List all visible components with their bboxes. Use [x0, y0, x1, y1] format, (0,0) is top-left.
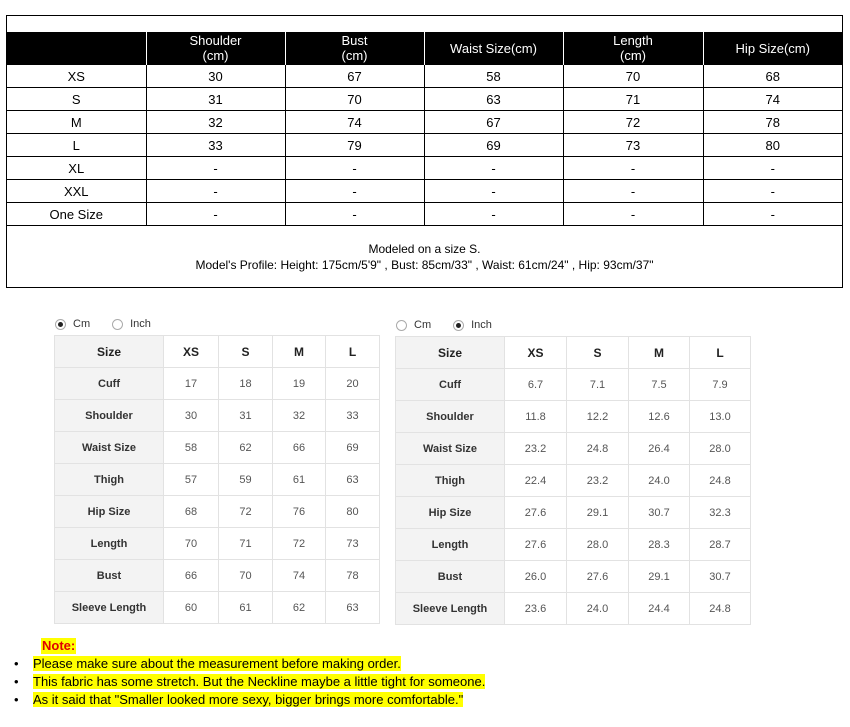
table-row — [396, 369, 751, 401]
table-cell: 28.3 — [629, 529, 690, 561]
list-item — [14, 673, 485, 691]
table-row — [7, 180, 842, 203]
table-cell: L — [326, 336, 380, 368]
model-profile-note — [7, 241, 842, 273]
table-cell: 32.3 — [690, 497, 751, 529]
table-cell: 29.1 — [567, 497, 629, 529]
measure-label-cell: Shoulder — [396, 401, 505, 433]
table-cell: 67 — [285, 65, 424, 88]
table-cell: 72 — [219, 496, 273, 528]
table-cell: 72 — [273, 528, 326, 560]
table-cell: 6.7 — [505, 369, 567, 401]
radio-cm[interactable] — [396, 319, 431, 331]
radio-cm[interactable] — [55, 318, 90, 330]
table-cell: 26.0 — [505, 561, 567, 593]
size-grid-cm — [54, 335, 380, 624]
table-cell: 24.0 — [567, 593, 629, 625]
table-cell: 70 — [285, 88, 424, 111]
table-cell: 28.7 — [690, 529, 751, 561]
table-cell: - — [285, 157, 424, 180]
table-cell: 20 — [326, 368, 380, 400]
table-cell: - — [563, 180, 703, 203]
table-cell: 23.6 — [505, 593, 567, 625]
table-cell: 24.8 — [690, 465, 751, 497]
header-cell-bust: Bust (cm) — [285, 32, 424, 65]
table-row — [55, 464, 380, 496]
radio-selected-icon[interactable] — [453, 320, 464, 331]
radio-unselected-icon[interactable] — [112, 319, 123, 330]
table-cell: - — [424, 180, 563, 203]
table-cell: 66 — [273, 432, 326, 464]
table-cell: 33 — [146, 134, 285, 157]
table-cell: 63 — [326, 592, 380, 624]
table-row — [55, 432, 380, 464]
table-cell: - — [285, 203, 424, 226]
table-cell: XS — [164, 336, 219, 368]
table-row — [396, 561, 751, 593]
radio-cm-label: Cm — [73, 318, 91, 330]
table-cell: 23.2 — [567, 465, 629, 497]
table-cell: 73 — [326, 528, 380, 560]
measure-label-cell: Cuff — [55, 368, 164, 400]
table-row — [396, 593, 751, 625]
table-cell: 27.6 — [505, 497, 567, 529]
table-cell: 70 — [164, 528, 219, 560]
radio-inch-label: Inch — [130, 318, 151, 330]
grid-header-row — [55, 336, 380, 368]
table-cell: 69 — [326, 432, 380, 464]
table-cell: - — [703, 180, 842, 203]
table-cell: 70 — [219, 560, 273, 592]
measure-label-cell: Sleeve Length — [55, 592, 164, 624]
unit-toggle-inch-panel — [396, 319, 514, 331]
table-cell: 27.6 — [505, 529, 567, 561]
table-row — [7, 157, 842, 180]
table-cell: 71 — [563, 88, 703, 111]
measure-label-cell: Cuff — [396, 369, 505, 401]
size-label-cell: L — [7, 134, 146, 157]
table-cell: 58 — [164, 432, 219, 464]
measure-label-cell: Hip Size — [55, 496, 164, 528]
table-cell: 67 — [424, 111, 563, 134]
table-cell: 76 — [273, 496, 326, 528]
note-text: As it said that "Smaller looked more sexy, bigger brings more comfortable." — [33, 692, 464, 707]
table-cell: M — [273, 336, 326, 368]
table-cell: 30.7 — [690, 561, 751, 593]
table-cell: M — [629, 337, 690, 369]
table-cell: 12.6 — [629, 401, 690, 433]
table-cell: 30 — [146, 65, 285, 88]
table-cell: 74 — [285, 111, 424, 134]
table-row — [55, 496, 380, 528]
radio-selected-icon[interactable] — [55, 319, 66, 330]
table-cell: 63 — [424, 88, 563, 111]
table-cell: 57 — [164, 464, 219, 496]
measure-label-cell: Bust — [55, 560, 164, 592]
size-label-cell: XXL — [7, 180, 146, 203]
table-cell: 80 — [326, 496, 380, 528]
table-cell: 31 — [219, 400, 273, 432]
table-cell: 13.0 — [690, 401, 751, 433]
measure-label-cell: Hip Size — [396, 497, 505, 529]
radio-unselected-icon[interactable] — [396, 320, 407, 331]
measure-label-cell: Bust — [396, 561, 505, 593]
table-cell: 71 — [219, 528, 273, 560]
table-cell: 61 — [273, 464, 326, 496]
table-cell: 18 — [219, 368, 273, 400]
table-cell: 78 — [703, 111, 842, 134]
table-row — [55, 368, 380, 400]
table-cell: 74 — [273, 560, 326, 592]
table-cell: 26.4 — [629, 433, 690, 465]
grid-header-row — [396, 337, 751, 369]
table-cell: 29.1 — [629, 561, 690, 593]
table-cell: S — [567, 337, 629, 369]
table-cell: 69 — [424, 134, 563, 157]
table-cell: 62 — [273, 592, 326, 624]
table-row — [7, 65, 842, 88]
table-cell: - — [146, 203, 285, 226]
header-cell-length: Length (cm) — [563, 32, 703, 65]
measure-label-cell: Waist Size — [396, 433, 505, 465]
table-cell: 11.8 — [505, 401, 567, 433]
table-cell: 30 — [164, 400, 219, 432]
table-cell: 24.4 — [629, 593, 690, 625]
header-cell-hip: Hip Size(cm) — [703, 32, 842, 65]
table-cell: 7.1 — [567, 369, 629, 401]
table-cell: 12.2 — [567, 401, 629, 433]
table-row — [396, 465, 751, 497]
measure-label-cell: Waist Size — [55, 432, 164, 464]
table-cell: - — [703, 203, 842, 226]
measure-label-cell: Thigh — [55, 464, 164, 496]
table-cell: 24.0 — [629, 465, 690, 497]
table-cell: 70 — [563, 65, 703, 88]
table-row — [396, 433, 751, 465]
note-list — [14, 655, 485, 709]
note-text: Please make sure about the measurement before making order. — [33, 656, 401, 671]
size-chart-box — [6, 15, 843, 288]
radio-cm-label: Cm — [414, 319, 432, 331]
table-cell: 32 — [273, 400, 326, 432]
table-cell: 17 — [164, 368, 219, 400]
table-cell: 7.9 — [690, 369, 751, 401]
table-cell: 59 — [219, 464, 273, 496]
header-cell-shoulder: Shoulder (cm) — [146, 32, 285, 65]
table-cell: - — [424, 203, 563, 226]
table-row — [7, 134, 842, 157]
table-cell: 62 — [219, 432, 273, 464]
table-cell: 19 — [273, 368, 326, 400]
note-title: Note: — [42, 638, 76, 653]
model-profile-text: Model's Profile: Height: 175cm/5'9" , Bust: 85cm/33" , Waist: 61cm/24" , Hip: 93cm/37" — [195, 258, 654, 272]
table-cell: 72 — [563, 111, 703, 134]
table-row — [55, 560, 380, 592]
table-cell: 24.8 — [567, 433, 629, 465]
table-cell: 79 — [285, 134, 424, 157]
radio-inch[interactable] — [453, 319, 492, 331]
size-label-cell: XS — [7, 65, 146, 88]
header-cell — [7, 32, 146, 65]
table-cell: 23.2 — [505, 433, 567, 465]
table-cell: 66 — [164, 560, 219, 592]
radio-inch-label: Inch — [471, 319, 492, 331]
table-cell: 28.0 — [567, 529, 629, 561]
table-cell: 74 — [703, 88, 842, 111]
size-chart-header-row — [7, 32, 842, 65]
table-cell: - — [146, 180, 285, 203]
list-item — [14, 691, 485, 709]
note-text: This fabric has some stretch. But the Neckline maybe a little tight for someone. — [33, 674, 486, 689]
table-cell: 78 — [326, 560, 380, 592]
table-row — [55, 592, 380, 624]
table-cell: - — [285, 180, 424, 203]
table-cell: 27.6 — [567, 561, 629, 593]
table-row — [396, 401, 751, 433]
table-cell: 80 — [703, 134, 842, 157]
table-cell: 73 — [563, 134, 703, 157]
size-chart-table — [7, 32, 842, 226]
table-cell: S — [219, 336, 273, 368]
size-label-cell: M — [7, 111, 146, 134]
size-label-cell: XL — [7, 157, 146, 180]
size-label-cell: One Size — [7, 203, 146, 226]
table-cell: - — [703, 157, 842, 180]
measure-label-cell: Size — [396, 337, 505, 369]
table-cell: 68 — [703, 65, 842, 88]
modeled-size-text: Modeled on a size S. — [368, 242, 481, 256]
size-chart-body — [7, 65, 842, 226]
table-cell: 33 — [326, 400, 380, 432]
radio-inch[interactable] — [112, 318, 151, 330]
table-cell: 61 — [219, 592, 273, 624]
table-cell: - — [146, 157, 285, 180]
table-cell: 58 — [424, 65, 563, 88]
table-row — [7, 203, 842, 226]
table-row — [55, 400, 380, 432]
table-row — [396, 497, 751, 529]
table-cell: 31 — [146, 88, 285, 111]
header-cell-waist: Waist Size(cm) — [424, 32, 563, 65]
measure-label-cell: Shoulder — [55, 400, 164, 432]
table-cell: 24.8 — [690, 593, 751, 625]
table-cell: - — [563, 157, 703, 180]
table-cell: - — [563, 203, 703, 226]
table-row — [55, 528, 380, 560]
table-cell: L — [690, 337, 751, 369]
size-grid-inch — [395, 336, 751, 625]
unit-toggle-cm-panel — [55, 318, 173, 330]
measure-label-cell: Size — [55, 336, 164, 368]
table-cell: - — [424, 157, 563, 180]
table-cell: 30.7 — [629, 497, 690, 529]
table-cell: XS — [505, 337, 567, 369]
table-cell: 68 — [164, 496, 219, 528]
list-item — [14, 655, 485, 673]
measure-label-cell: Sleeve Length — [396, 593, 505, 625]
table-cell: 22.4 — [505, 465, 567, 497]
size-label-cell: S — [7, 88, 146, 111]
table-cell: 60 — [164, 592, 219, 624]
measure-label-cell: Length — [55, 528, 164, 560]
table-row — [7, 88, 842, 111]
table-cell: 28.0 — [690, 433, 751, 465]
measure-label-cell: Thigh — [396, 465, 505, 497]
measure-label-cell: Length — [396, 529, 505, 561]
table-row — [396, 529, 751, 561]
table-cell: 63 — [326, 464, 380, 496]
table-row — [7, 111, 842, 134]
table-cell: 7.5 — [629, 369, 690, 401]
table-cell: 32 — [146, 111, 285, 134]
